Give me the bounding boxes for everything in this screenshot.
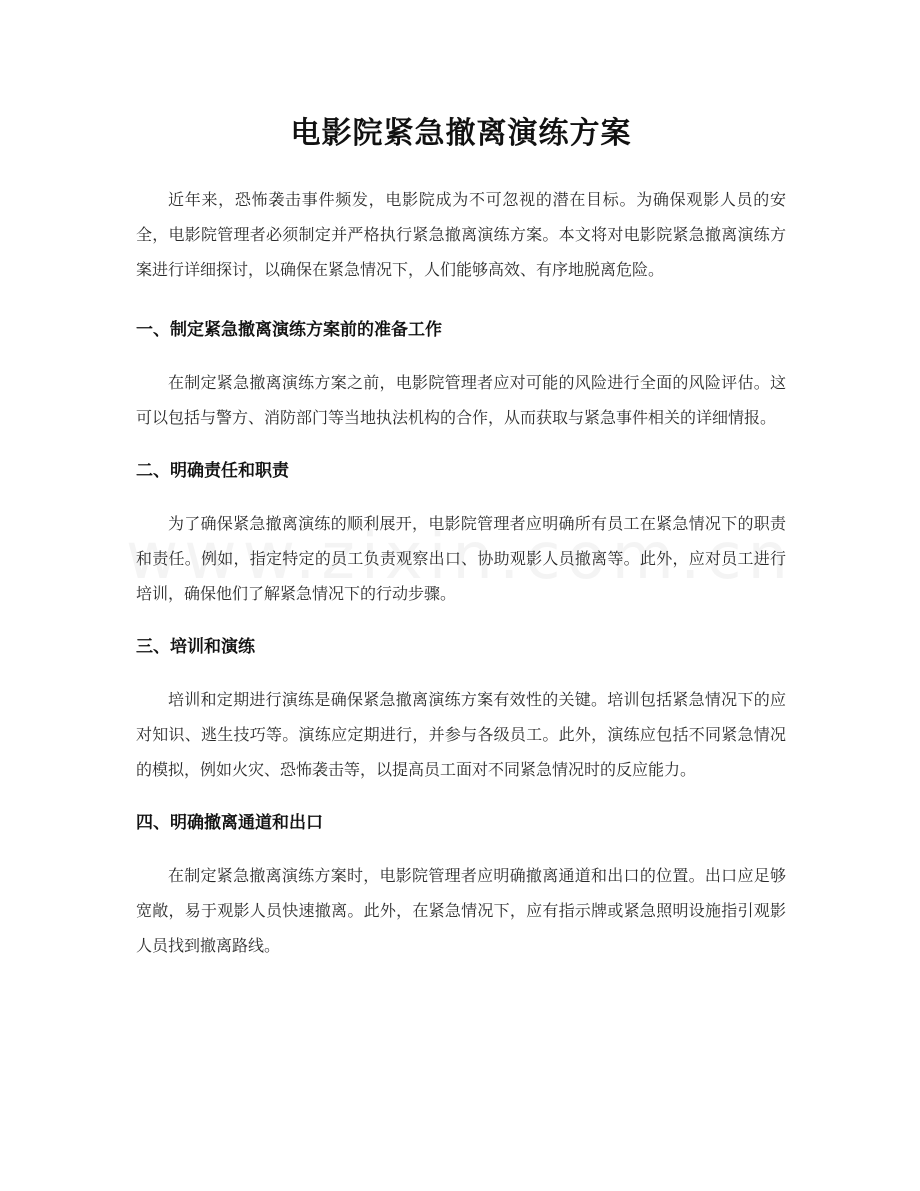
intro-paragraph: 近年来，恐怖袭击事件频发，电影院成为不可忽视的潜在目标。为确保观影人员的安全，电影院管理者必须制定并严格执行紧急撤离演练方案。本文将对电影院紧急撤离演练方案进行详细探讨，以确保在紧急情况下，人们能够高效、有序地脱离危险。 <box>136 190 786 279</box>
section-paragraph: 在制定紧急撤离演练方案时，电影院管理者应明确撤离通道和出口的位置。出口应足够宽敞，易于观影人员快速撤离。此外，在紧急情况下，应有指示牌或紧急照明设施指引观影人员找到撤离路线。 <box>136 866 786 955</box>
section-heading: 二、明确责任和职责 <box>136 461 289 481</box>
section-paragraph: 培训和定期进行演练是确保紧急撤离演练方案有效性的关键。培训包括紧急情况下的应对知识、逃生技巧等。演练应定期进行，并参与各级员工。此外，演练应包括不同紧急情况的模拟，例如火灾、恐怖袭击等，以提高员工面对不同紧急情况时的反应能力。 <box>136 690 786 779</box>
section-heading: 一、制定紧急撤离演练方案前的准备工作 <box>136 320 442 340</box>
document-title: 电影院紧急撤离演练方案 <box>290 116 632 151</box>
section-paragraph: 为了确保紧急撤离演练的顺利展开，电影院管理者应明确所有员工在紧急情况下的职责和责任。例如，指定特定的员工负责观察出口、协助观影人员撤离等。此外，应对员工进行培训，确保他们了解紧急情况下的行动步骤。 <box>136 514 786 603</box>
section-heading: 三、培训和演练 <box>136 637 255 657</box>
document-page <box>136 0 786 963</box>
section-paragraph: 在制定紧急撤离演练方案之前，电影院管理者应对可能的风险进行全面的风险评估。这可以包括与警方、消防部门等当地执法机构的合作，从而获取与紧急事件相关的详细情报。 <box>136 373 786 427</box>
section-heading: 四、明确撤离通道和出口 <box>136 813 323 833</box>
